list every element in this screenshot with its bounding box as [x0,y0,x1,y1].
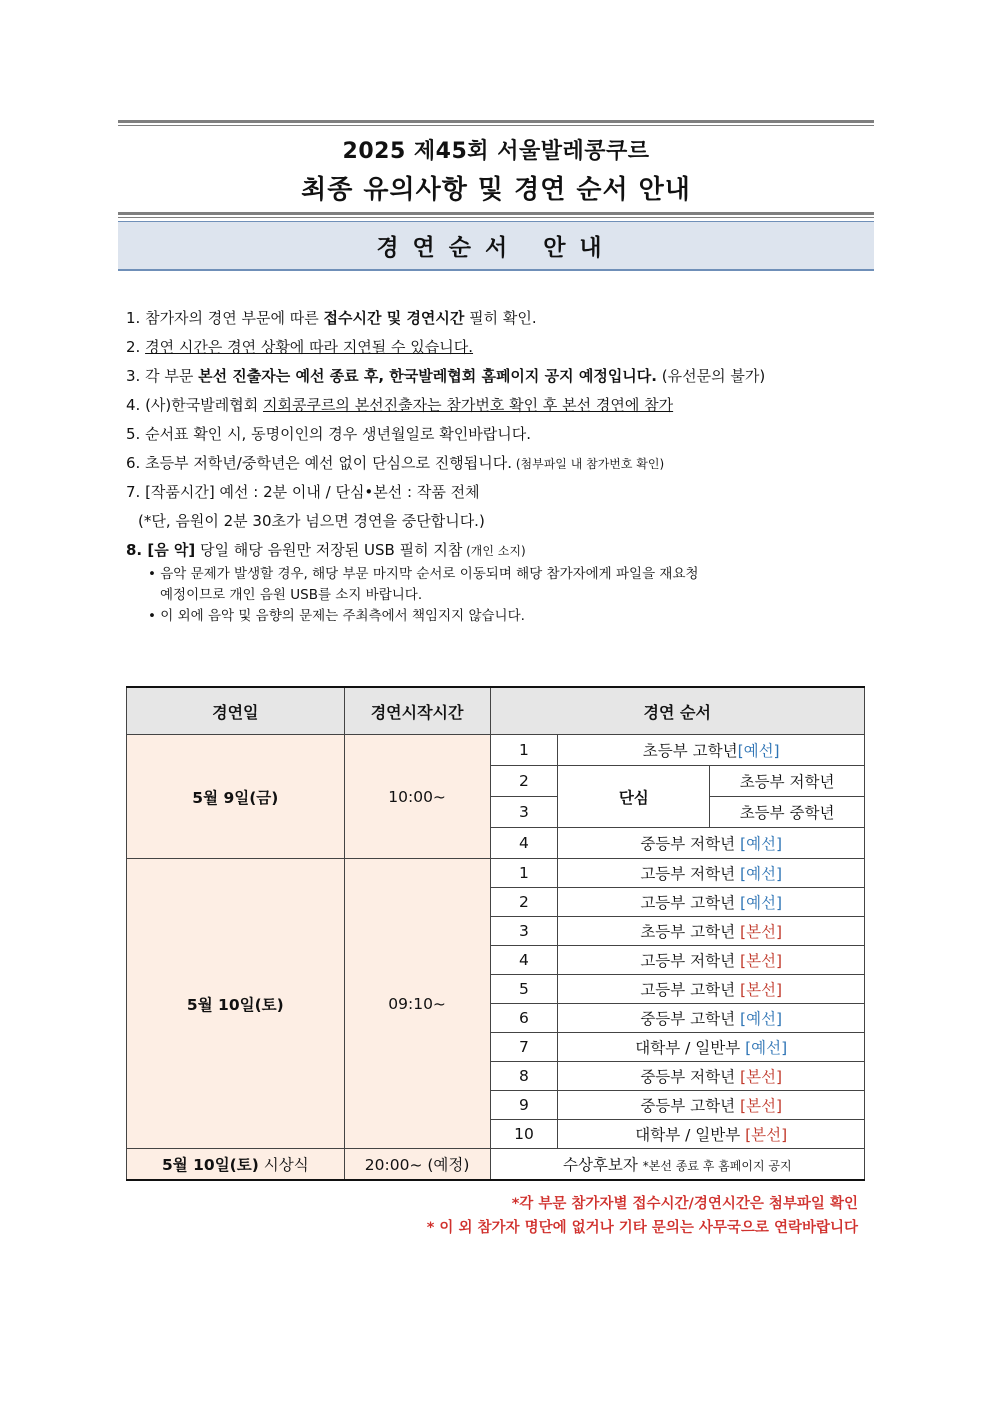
order-item: 중등부 고학년 [예선] [558,1004,865,1033]
order-no: 10 [490,1120,558,1149]
order-no: 3 [490,917,558,946]
ceremony-time: 20:00~ (예정) [344,1149,490,1181]
order-item: 대학부 / 일반부 [예선] [558,1033,865,1062]
title-top-rule [118,120,874,126]
order-no: 4 [490,946,558,975]
order-item: 초등부 저학년 [710,766,865,797]
footer-notes [126,1192,858,1240]
note-4: 4. (사)한국발레협회 지회콩쿠르의 본선진출자는 참가번호 확인 후 본선 경연에 참가 [126,396,674,414]
order-item: 중등부 저학년 [본선] [558,1062,865,1091]
order-no: 4 [490,828,558,859]
footer-line-2: * 이 외 참가자 명단에 없거나 기타 문의는 사무국으로 연락바랍니다 [426,1220,858,1236]
order-item: 초등부 중학년 [710,797,865,828]
header-date: 경연일 [127,687,345,735]
order-no: 2 [490,888,558,917]
note-8: 8. [음 악] 당일 해당 음원만 저장된 USB 필히 지참 (개인 소지) [126,541,526,559]
table-row [127,859,865,888]
day1-date: 5월 9일(금) [127,735,345,859]
schedule-table [126,686,865,1181]
order-item: 대학부 / 일반부 [본선] [558,1120,865,1149]
order-item: 초등부 고학년 [본선] [558,917,865,946]
order-item: 고등부 저학년 [예선] [558,859,865,888]
header-order: 경연 순서 [490,687,864,735]
note-1: 1. 참가자의 경연 부문에 따른 접수시간 및 경연시간 필히 확인. [126,309,537,327]
note-3: 3. 각 부문 본선 진출자는 예선 종료 후, 한국발레협회 홈페이지 공지 예정입니다. (유선문의 불가) [126,367,766,385]
order-no: 3 [490,797,558,828]
order-item: 고등부 고학년 [본선] [558,975,865,1004]
order-no: 9 [490,1091,558,1120]
day2-time: 09:10~ [344,859,490,1149]
note-2: 2. 경연 시간은 경연 상황에 따라 지연될 수 있습니다. [126,338,474,356]
order-no: 1 [490,735,558,766]
order-item: 중등부 저학년 [예선] [558,828,865,859]
title-line1: 2025 제45회 서울발레콩쿠르 [342,139,650,164]
order-no: 8 [490,1062,558,1091]
title-line2: 최종 유의사항 및 경연 순서 안내 [301,175,691,205]
ceremony-text: 수상후보자 *본선 종료 후 홈페이지 공지 [490,1149,864,1181]
order-no: 2 [490,766,558,797]
note-8-bullet-2: • 이 외에 음악 및 음향의 문제는 주최측에서 책임지지 않습니다. [148,608,525,624]
order-no: 7 [490,1033,558,1062]
title-bottom-rule [118,212,874,218]
order-item: 고등부 고학년 [예선] [558,888,865,917]
notes-list [126,308,896,627]
note-7: 7. [작품시간] 예선 : 2분 이내 / 단심•본선 : 작품 전체 [126,483,480,501]
day1-time: 10:00~ [344,735,490,859]
order-item: 고등부 저학년 [본선] [558,946,865,975]
order-item: 초등부 고학년[예선] [558,735,865,766]
note-5: 5. 순서표 확인 시, 동명이인의 경우 생년월일로 확인바랍니다. [126,425,531,443]
order-no: 6 [490,1004,558,1033]
note-6: 6. 초등부 저학년/중학년은 예선 없이 단심으로 진행됩니다. (첨부파일 내 참가번호 확인) [126,454,665,472]
day2-date: 5월 10일(토) [127,859,345,1149]
ceremony-row [127,1149,865,1181]
header-time: 경연시작시간 [344,687,490,735]
note-7-sub: (*단, 음원이 2분 30초가 넘으면 경연을 중단합니다.) [138,512,485,530]
note-8-bullet-1: • 음악 문제가 발생할 경우, 해당 부문 마지막 순서로 이동되며 해당 참가자에게 파일을 재요청 [148,566,699,582]
title-block [118,120,874,218]
order-no: 5 [490,975,558,1004]
table-row [127,735,865,766]
footer-line-1: *각 부문 참가자별 접수시간/경연시간은 첨부파일 확인 [511,1196,858,1212]
note-8-bullet-1-cont: 예정이므로 개인 음원 USB를 소지 바랍니다. [160,587,423,603]
order-item: 중등부 고학년 [본선] [558,1091,865,1120]
dansim-group: 단심 [558,766,710,828]
ceremony-date: 5월 10일(토) 시상식 [127,1149,345,1181]
section-banner: 경연순서 안내 [118,221,874,271]
order-no: 1 [490,859,558,888]
